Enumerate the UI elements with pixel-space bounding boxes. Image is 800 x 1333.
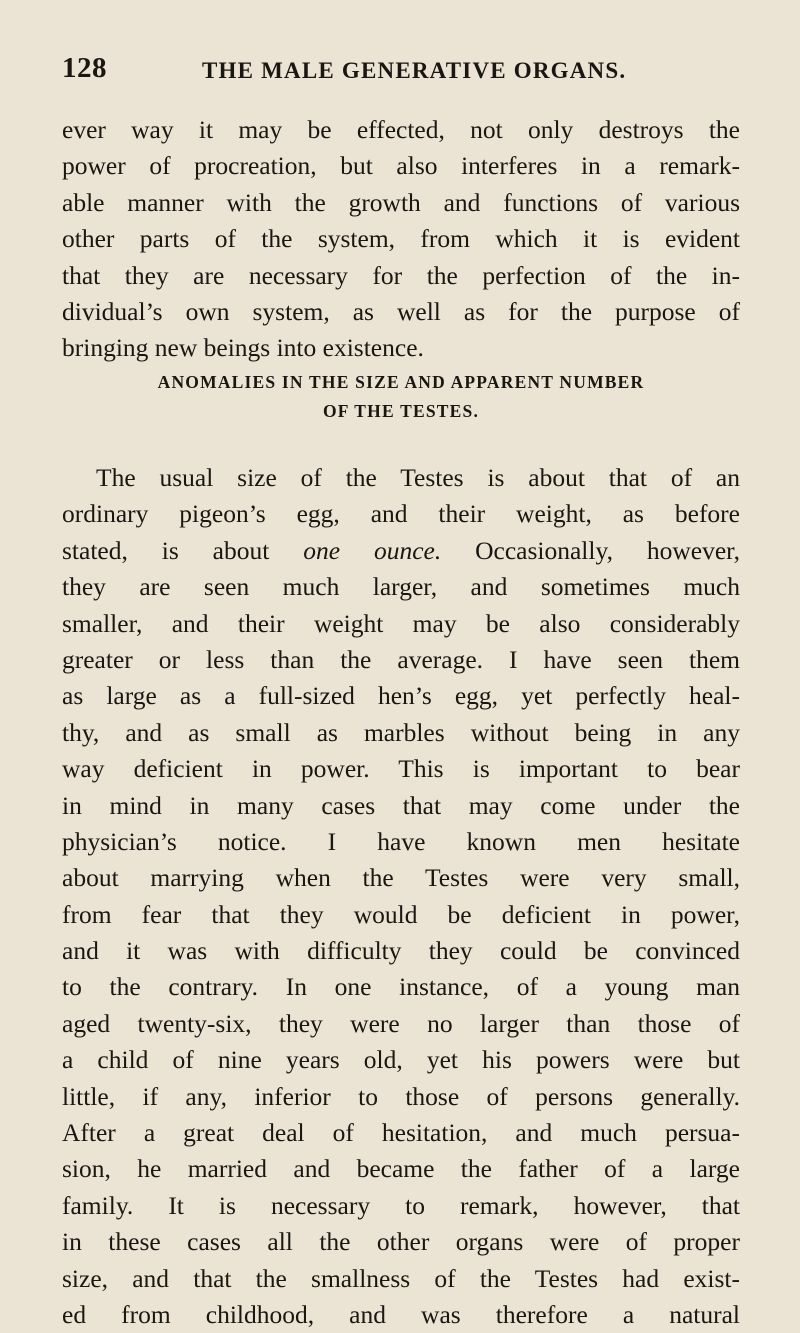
section-heading: [62, 368, 740, 426]
text-line: in these cases all the other organs were of proper: [62, 1227, 740, 1257]
text-line: from fear that they would be deficient in power,: [62, 899, 740, 929]
section-heading-line-1: ANOMALIES IN THE SIZE AND APPARENT NUMBER: [157, 372, 645, 392]
page-number: 128: [62, 52, 107, 84]
text-line: greater or less than the average. I have seen them: [62, 644, 740, 674]
text-line: that they are necessary for the perfection of the in-: [62, 260, 740, 290]
text-line: power of procreation, but also interferes in a remark-: [62, 151, 740, 181]
text-line: able manner with the growth and functions of various: [62, 187, 740, 217]
text-line-with-emphasis: [62, 533, 740, 569]
text-line: ever way it may be effected, not only destroys the: [62, 115, 740, 144]
text-line: smaller, and their weight may be also considerably: [62, 608, 740, 638]
emphasis-one-ounce: one ounce.: [303, 535, 442, 565]
paragraph-continued: [62, 112, 740, 367]
text-line: dividual’s own system, as well as for the purpose of: [62, 296, 740, 326]
text-line: After a great deal of hesitation, and much persua-: [62, 1118, 740, 1148]
paragraph-testes-size: [62, 460, 740, 1333]
text-segment: Occasionally, however,: [441, 535, 740, 565]
text-line: physician’s notice. I have known men hesitate: [62, 826, 740, 856]
text-line: about marrying when the Testes were very small,: [62, 863, 740, 893]
running-head-title: THE MALE GENERATIVE ORGANS.: [202, 58, 627, 83]
text-line: as large as a full-sized hen’s egg, yet perfectly heal-: [62, 681, 740, 711]
text-line: other parts of the system, from which it is evident: [62, 224, 740, 254]
text-line: size, and that the smallness of the Testes had exist-: [62, 1263, 740, 1293]
text-line: thy, and as small as marbles without being in any: [62, 717, 740, 747]
text-line: little, if any, inferior to those of persons generally.: [62, 1081, 740, 1111]
text-line: sion, he married and became the father of a large: [62, 1154, 740, 1184]
text-line: they are seen much larger, and sometimes much: [62, 572, 740, 602]
text-line: way deficient in power. This is important to bear: [62, 754, 740, 784]
text-line: ordinary pigeon’s egg, and their weight, as before: [62, 499, 740, 529]
text-segment: stated, is about: [62, 535, 304, 565]
section-heading-line-2: OF THE TESTES.: [322, 401, 480, 421]
running-head: [62, 52, 742, 92]
text-line: bringing new beings into existence.: [62, 333, 424, 363]
text-line: aged twenty-six, they were no larger than those of: [62, 1008, 740, 1038]
text-line: family. It is necessary to remark, however, that: [62, 1190, 740, 1220]
text-line: to the contrary. In one instance, of a young man: [62, 972, 740, 1002]
text-line: and it was with difficulty they could be convinced: [62, 936, 740, 966]
text-line: in mind in many cases that may come under the: [62, 790, 740, 820]
text-line: a child of nine years old, yet his powers were but: [62, 1045, 740, 1075]
text-line: ed from childhood, and was therefore a natural: [62, 1299, 740, 1329]
text-line: The usual size of the Testes is about that of an: [96, 463, 740, 492]
